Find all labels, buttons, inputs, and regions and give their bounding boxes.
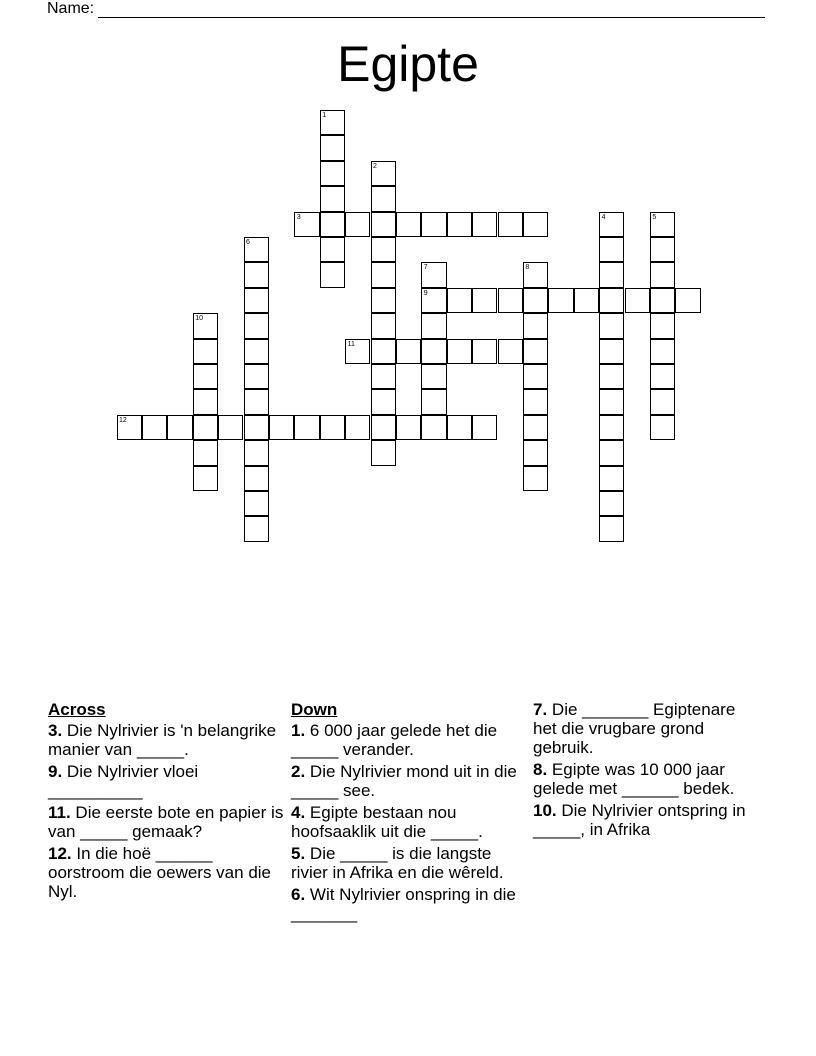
grid-cell[interactable] <box>244 313 269 338</box>
grid-cell[interactable] <box>523 415 548 440</box>
grid-cell[interactable] <box>472 339 497 364</box>
grid-cell[interactable] <box>523 440 548 465</box>
grid-cell[interactable] <box>269 415 294 440</box>
grid-cell[interactable] <box>193 364 218 389</box>
clue-item-number: 6. <box>291 885 306 904</box>
grid-cell[interactable] <box>523 389 548 414</box>
grid-cell[interactable] <box>599 415 624 440</box>
grid-cell[interactable] <box>523 466 548 491</box>
clue-number: 8 <box>525 264 530 272</box>
down-clues-continued <box>533 700 758 842</box>
grid-cell[interactable] <box>371 186 396 211</box>
clue-item-number: 10. <box>533 801 557 820</box>
clue-number: 6 <box>246 239 250 246</box>
grid-cell[interactable] <box>193 440 218 465</box>
grid-cell[interactable] <box>320 212 345 237</box>
clue-item <box>48 721 284 759</box>
clue-item-number: 8. <box>533 760 548 779</box>
clue-number: 2 <box>373 162 377 170</box>
clue-number: 12 <box>119 416 127 424</box>
grid-cell[interactable] <box>244 364 269 389</box>
grid-cell[interactable] <box>472 288 497 313</box>
clue-item-text: 6 000 jaar gelede het die _____ verander. <box>291 721 498 759</box>
down-heading: Down <box>291 700 338 719</box>
grid-cell[interactable] <box>167 415 192 440</box>
grid-cell[interactable] <box>599 389 624 414</box>
grid-cell[interactable] <box>294 415 319 440</box>
grid-cell[interactable] <box>371 364 396 389</box>
grid-cell[interactable] <box>193 415 218 440</box>
grid-cell[interactable] <box>142 415 167 440</box>
grid-cell[interactable] <box>472 212 497 237</box>
clue-item-number: 4. <box>291 803 306 822</box>
clue-item-text: Die eerste bote en papier is van _____ gemaak? <box>48 803 284 841</box>
grid-cell[interactable] <box>244 491 269 516</box>
grid-cell[interactable] <box>371 262 396 287</box>
clue-item <box>533 700 758 757</box>
clue-item <box>48 762 284 800</box>
grid-cell[interactable] <box>675 288 700 313</box>
grid-cell[interactable] <box>523 364 548 389</box>
grid-cell[interactable] <box>320 262 345 287</box>
clue-item-number: 2. <box>291 762 306 781</box>
clue-item-text: Egipte was 10 000 jaar gelede met ______ bedek. <box>533 760 735 798</box>
grid-cell[interactable] <box>371 313 396 338</box>
page-title: Egipte <box>337 36 479 92</box>
clue-number: 3 <box>296 213 301 221</box>
grid-cell[interactable] <box>421 339 446 364</box>
grid-cell[interactable] <box>193 339 218 364</box>
grid-cell[interactable] <box>599 516 624 541</box>
grid-cell[interactable] <box>345 415 370 440</box>
grid-cell[interactable] <box>421 212 446 237</box>
clue-item-text: Die Nylrivier ontspring in _____, in Afrika <box>533 801 746 839</box>
grid-cell[interactable] <box>320 415 345 440</box>
grid-cell[interactable] <box>218 415 243 440</box>
grid-cell[interactable] <box>320 186 345 211</box>
grid-cell[interactable] <box>523 339 548 364</box>
grid-cell[interactable] <box>599 339 624 364</box>
down-clues <box>291 700 521 926</box>
grid-cell[interactable] <box>244 262 269 287</box>
grid-cell[interactable] <box>599 237 624 262</box>
grid-cell[interactable] <box>447 212 472 237</box>
clue-item <box>533 760 758 798</box>
grid-cell[interactable] <box>244 389 269 414</box>
grid-cell[interactable] <box>599 262 624 287</box>
grid-cell[interactable] <box>523 288 548 313</box>
grid-cell[interactable] <box>650 415 675 440</box>
clue-item-text: Die _____ is die langste rivier in Afrika en die wêreld. <box>291 844 504 882</box>
clue-item-text: Die Nylrivier mond uit in die _____ see. <box>291 762 517 800</box>
grid-cell[interactable] <box>447 415 472 440</box>
clue-item <box>533 801 758 839</box>
clue-item-text: Die Nylrivier vloei __________ <box>48 762 199 800</box>
grid-cell[interactable] <box>599 364 624 389</box>
clue-item-number: 1. <box>291 721 306 740</box>
grid-cell[interactable] <box>193 389 218 414</box>
grid-cell[interactable] <box>244 288 269 313</box>
grid-cell[interactable] <box>599 440 624 465</box>
grid-cell[interactable] <box>599 313 624 338</box>
down-list <box>291 721 521 923</box>
grid-cell[interactable] <box>650 288 675 313</box>
grid-cell[interactable] <box>244 440 269 465</box>
grid-cell[interactable] <box>371 339 396 364</box>
grid-cell[interactable] <box>371 212 396 237</box>
grid-cell[interactable] <box>650 237 675 262</box>
grid-cell[interactable] <box>396 212 421 237</box>
grid-cell[interactable] <box>345 212 370 237</box>
down-list-continued <box>533 700 758 839</box>
clue-number: 7 <box>423 264 428 272</box>
grid-cell[interactable] <box>650 339 675 364</box>
clue-item <box>291 803 521 841</box>
grid-cell[interactable] <box>523 313 548 338</box>
grid-cell[interactable] <box>320 237 345 262</box>
clue-number: 9 <box>423 289 428 297</box>
grid-cell[interactable] <box>244 415 269 440</box>
clue-item-number: 7. <box>533 700 548 719</box>
clue-number: 4 <box>601 213 606 221</box>
clue-item-number: 3. <box>48 721 63 740</box>
clue-item <box>48 803 284 841</box>
grid-cell[interactable] <box>421 313 446 338</box>
grid-cell[interactable] <box>371 440 396 465</box>
across-list <box>48 721 284 901</box>
clue-number: 11 <box>347 340 355 348</box>
grid-cell[interactable] <box>650 262 675 287</box>
grid-cell[interactable] <box>625 288 650 313</box>
grid-cell[interactable] <box>447 339 472 364</box>
clue-item <box>48 844 284 901</box>
clue-number: 10 <box>195 315 203 323</box>
grid-cell[interactable] <box>498 339 523 364</box>
clue-number: 5 <box>652 213 657 221</box>
clue-item-text: Wit Nylrivier onspring in die _______ <box>291 885 516 923</box>
name-label: Name: <box>47 0 95 17</box>
grid-cell[interactable] <box>396 415 421 440</box>
clue-item-text: Die Nylrivier is 'n belangrike manier van _____. <box>48 721 277 759</box>
grid-cell[interactable] <box>244 466 269 491</box>
clue-item-number: 9. <box>48 762 63 781</box>
grid-cell[interactable] <box>599 491 624 516</box>
grid-cell[interactable] <box>320 161 345 186</box>
clue-item <box>291 844 521 882</box>
grid-cell[interactable] <box>371 389 396 414</box>
grid-cell[interactable] <box>447 288 472 313</box>
grid-cell[interactable] <box>371 415 396 440</box>
grid-cell[interactable] <box>498 212 523 237</box>
grid-cell[interactable] <box>244 339 269 364</box>
grid-cell[interactable] <box>244 516 269 541</box>
clue-item-text: In die hoë ______ oorstroom die oewers van die Nyl. <box>48 844 272 901</box>
grid-cell[interactable] <box>599 466 624 491</box>
clue-item-number: 11. <box>48 803 71 822</box>
grid-cell[interactable] <box>396 339 421 364</box>
across-clues <box>48 700 284 904</box>
clue-item-number: 5. <box>291 844 306 863</box>
across-heading: Across <box>48 700 106 719</box>
grid-cell[interactable] <box>421 364 446 389</box>
grid-cell[interactable] <box>548 288 573 313</box>
clue-item <box>291 885 521 923</box>
grid-cell[interactable] <box>371 288 396 313</box>
grid-cell[interactable] <box>650 313 675 338</box>
grid-cell[interactable] <box>523 212 548 237</box>
grid-cell[interactable] <box>193 466 218 491</box>
clue-item-text: Die _______ Egiptenare het die vrugbare grond gebruik. <box>533 700 736 757</box>
clue-item <box>291 762 521 800</box>
grid-cell[interactable] <box>472 415 497 440</box>
grid-cell[interactable] <box>599 288 624 313</box>
clue-item-number: 12. <box>48 844 72 863</box>
grid-cell[interactable] <box>371 237 396 262</box>
grid-cell[interactable] <box>574 288 599 313</box>
grid-cell[interactable] <box>650 389 675 414</box>
clue-item-text: Egipte bestaan nou hoofsaaklik uit die _____. <box>291 803 483 841</box>
grid-cell[interactable] <box>498 288 523 313</box>
grid-cell[interactable] <box>320 135 345 160</box>
clue-item <box>291 721 521 759</box>
grid-cell[interactable] <box>421 415 446 440</box>
grid-cell[interactable] <box>421 389 446 414</box>
grid-cell[interactable] <box>650 364 675 389</box>
clue-number: 1 <box>322 112 327 119</box>
